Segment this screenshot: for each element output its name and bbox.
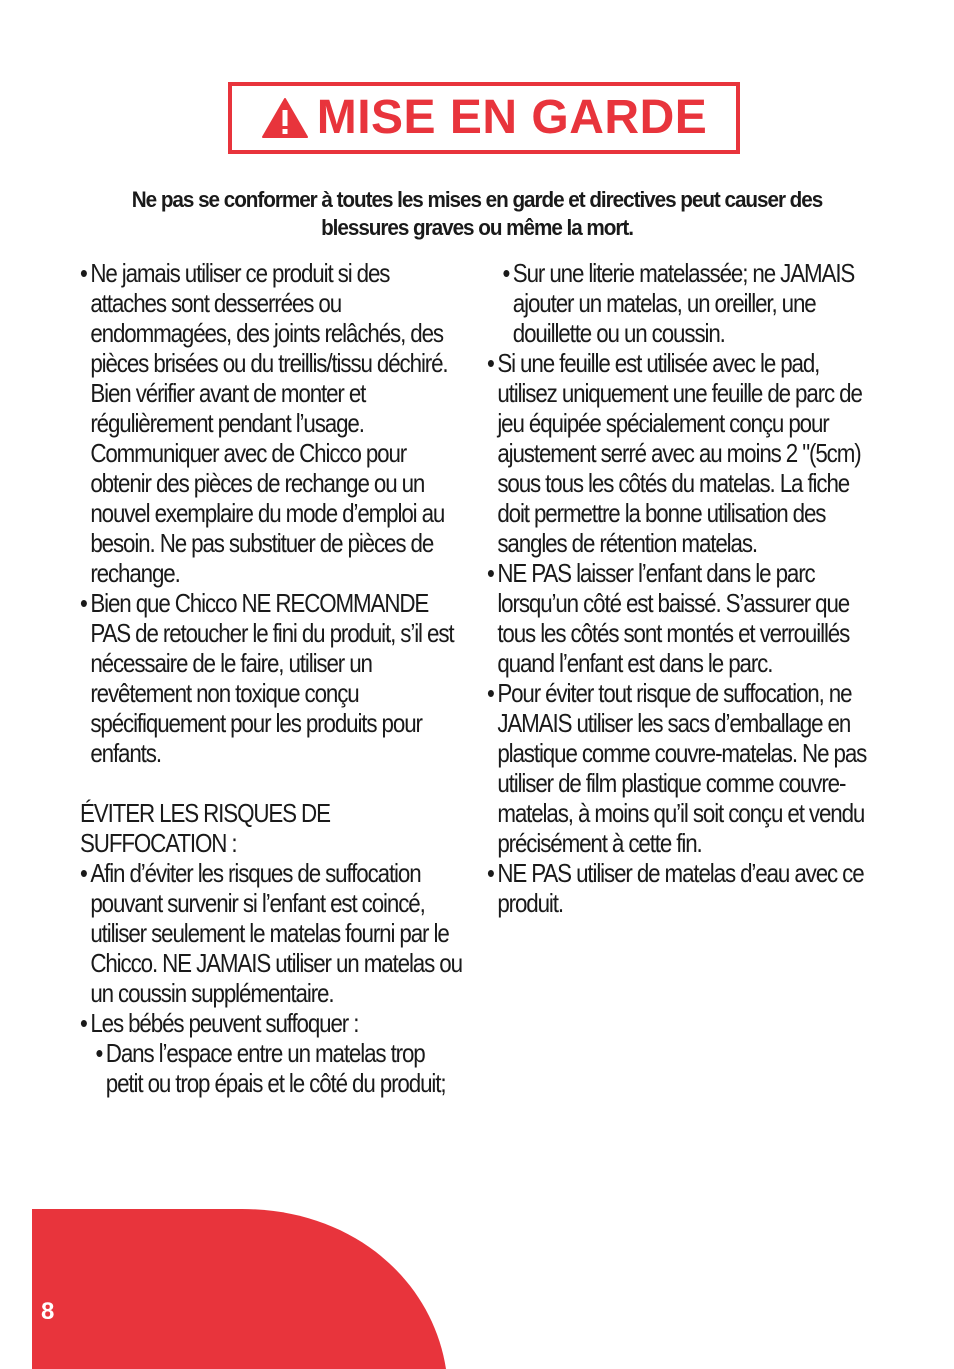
sub-list-item: • Sur une literie matelassée; ne JAMAIS ajouter un matelas, un oreiller, une douillette ou un coussin. (502, 258, 855, 348)
page-corner-shape (32, 1209, 452, 1369)
list-item: • Les bébés peuvent suffoquer : (80, 1008, 359, 1038)
right-column (487, 258, 877, 918)
warning-triangle-icon (261, 96, 309, 140)
intro-warning-text: Ne pas se conformer à toutes les mises en garde et directives peut causer des blessures graves ou même la mort. (131, 187, 823, 240)
list-item: • Si une feuille est utilisée avec le pad, utilisez uniquement une feuille de parc de jeu équipée spécialement conçu pour ajustement serré avec au moins 2 "(5cm) sous tous les côtés du matelas. La fiche doit permettre la bonne utilisation des sangles de rétention matelas. (487, 348, 862, 558)
list-item: • NE PAS utiliser de matelas d’eau avec ce produit. (487, 858, 864, 918)
suffocation-heading: ÉVITER LES RISQUES DE SUFFOCATION : (80, 798, 330, 858)
page-number: 8 (41, 1298, 55, 1325)
sub-list-item: • Dans l’espace entre un matelas trop petit ou trop épais et le côté du produit; (95, 1038, 446, 1098)
list-item: • NE PAS laisser l’enfant dans le parc lorsqu’un côté est baissé. S’assurer que tous les côtés sont montés et verrouillés quand l’enfant est dans le parc. (487, 558, 850, 678)
list-item: • Afin d’éviter les risques de suffocation pouvant survenir si l’enfant est coincé, utiliser seulement le matelas fourni par le Chicco. NE JAMAIS utiliser un matelas ou un coussin supplémentaire. (80, 858, 462, 1008)
list-item: • Bien que Chicco NE RECOMMANDE PAS de retoucher le fini du produit, s’il est nécessaire de le faire, utiliser un revêtement non toxique conçu spécifiquement pour les produits pour enfants. (80, 588, 454, 768)
list-item: • Pour éviter tout risque de suffocation, ne JAMAIS utiliser les sacs d’emballage en plastique comme couvre-matelas. Ne pas utiliser de film plastique comme couvre-matelas, à moins qu’il soit conçu et vendu précisément à cette fin. (487, 678, 867, 858)
warning-title: MISE EN GARDE (316, 91, 708, 144)
list-item: • Ne jamais utiliser ce produit si des attaches sont desserrées ou endommagées, des joints relâchés, des pièces brisées ou du treillis/tissu déchiré. Bien vérifier avant de monter et régulièrement pendant l’usage. Communiquer avec de Chicco pour obtenir des pièces de rechange ou un nouvel exemplaire du mode d’emploi au besoin. Ne pas substituer de pièces de rechange. (80, 258, 448, 588)
left-column (80, 258, 464, 1098)
warning-banner (228, 82, 740, 154)
